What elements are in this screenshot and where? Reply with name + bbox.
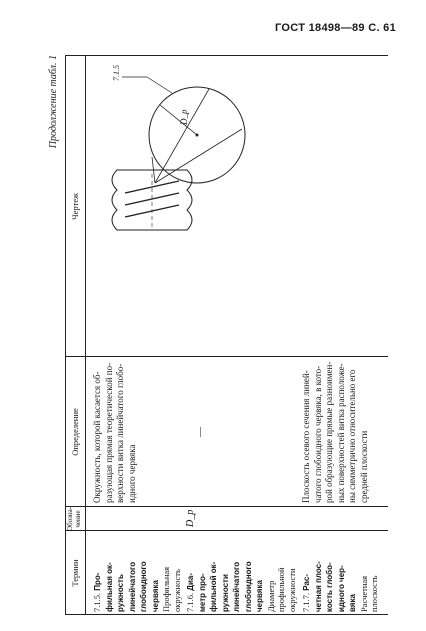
term-bold-line: Диа-	[186, 573, 195, 591]
term-regular-line: Расчетная	[358, 575, 369, 612]
term-bold-line: метр про-	[197, 573, 207, 612]
table-left-border	[65, 614, 388, 615]
term-bold-line: фильной ок-	[209, 561, 218, 612]
term-7-1-5	[92, 561, 182, 612]
definition-line: разующая прямая теоретической по-	[103, 362, 114, 503]
term-bold-line: Про-	[93, 572, 102, 591]
definition-7-1-6: —	[195, 427, 206, 437]
term-bold-line: линейчатого	[127, 561, 137, 612]
term-number: 7.1.5.	[92, 592, 102, 612]
term-regular-line: Диаметр	[265, 580, 276, 612]
table-right-border	[65, 55, 388, 56]
term-regular-line: окружность	[171, 569, 182, 612]
term-regular-line: профильной	[276, 567, 286, 612]
term-regular-line: окружности	[286, 568, 297, 612]
continuation-label: Продолжение табл. 1	[48, 55, 59, 149]
table-top-border	[65, 55, 66, 615]
rotated-page	[48, 55, 388, 615]
column-divider-1	[65, 530, 388, 531]
definition-line: ных поверхностей витка расположе-	[335, 363, 346, 503]
worm-body	[112, 170, 192, 230]
page-header: ГОСТ 18498—89 С. 61	[275, 22, 396, 34]
leader-line	[147, 77, 172, 93]
term-bold-line: червяка	[150, 580, 160, 612]
symbol-header-line-2: чение	[74, 510, 82, 528]
term-bold-line: глобоидного	[243, 561, 253, 612]
definition-line: верхности витка линейчатого глобо-	[115, 363, 125, 503]
definition-line: идного червяка	[126, 444, 137, 503]
symbol-header-line-1: Обозна-	[66, 506, 74, 531]
definition-line: средней плоскости	[358, 430, 369, 503]
term-bold-line: глобоидного	[139, 561, 148, 612]
definition-line: Плоскость осевого сечения линей-	[301, 370, 311, 503]
tangent-line-2	[155, 89, 209, 183]
term-7-1-7	[301, 561, 380, 612]
column-divider-2	[65, 506, 388, 507]
term-bold-line: четная плос-	[313, 561, 323, 612]
term-bold-line: фильная ок-	[104, 562, 114, 612]
definition-7-1-7	[301, 361, 370, 503]
term-bold-line: ружности	[220, 574, 230, 612]
term-bold-line: червяка	[255, 580, 264, 612]
term-bold-line: идного чер-	[336, 565, 346, 612]
term-regular-line: Профильная	[161, 566, 171, 612]
term-bold-line: вяка	[348, 594, 357, 612]
definition-line: Окружность, которой касается об-	[92, 371, 102, 503]
column-header-definition: Определение	[70, 408, 80, 456]
label-dp: D_p	[179, 109, 189, 125]
worm-profile-drawing	[77, 65, 277, 275]
definition-7-1-5	[92, 361, 138, 503]
symbol-dp: D_p	[185, 509, 196, 527]
tangent-line-3	[155, 129, 242, 183]
term-regular-line: плоскость	[369, 575, 379, 612]
term-number: 7.1.7.	[301, 592, 311, 612]
column-header-symbol	[66, 507, 82, 531]
definition-line: чатого глобоидного червяка, в кото-	[312, 365, 323, 503]
label-ref: 7.1.5	[112, 65, 121, 81]
term-7-1-6	[185, 561, 297, 612]
column-header-term: Термин	[70, 559, 80, 587]
term-bold-line: кость глобо-	[325, 562, 334, 612]
term-bold-line: ружность	[116, 574, 125, 612]
column-header-drawing: Чертеж	[70, 193, 80, 220]
term-number: 7.1.6.	[185, 592, 195, 612]
column-divider-3	[65, 356, 388, 357]
definition-line: рой образующие прямые разноимен-	[324, 361, 334, 503]
term-bold-line: Рас-	[302, 573, 311, 591]
definitions-table	[65, 55, 388, 615]
definition-line: ны симметрично относительно его	[347, 369, 357, 503]
term-bold-line: линейчатого	[232, 561, 241, 612]
